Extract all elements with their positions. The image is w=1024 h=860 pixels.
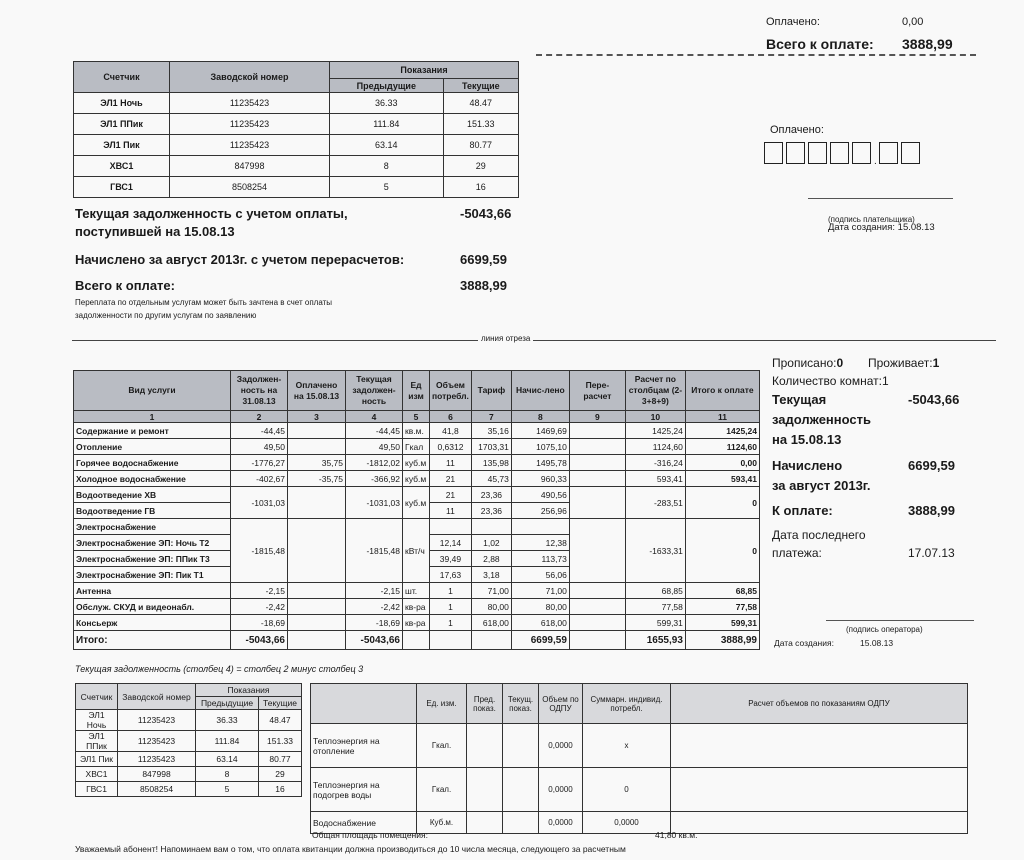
total-row: Итого: -5043,66 -5043,66 6699,59 1655,93 3888,99 [74,631,760,650]
table-row: Водоснабжение Куб.м. 0,0000 0,0000 [311,812,968,834]
paid-label-2: Оплачено: [770,124,824,136]
rp-created-label: Дата создания: [774,638,834,648]
living-info: Проживает:1 [868,356,940,370]
payer-sign-label: (подпись плательщика) [828,215,915,224]
total-due-label: Всего к оплате: [766,36,874,52]
col-serial: Заводской номер [170,62,330,93]
registered-info: Прописано:0 [772,356,844,370]
overpay-note-2: задолженности по другим услугам по заявлению [75,311,257,320]
table-row: Консьерж -18,69 -18,69 кв-ра 1 618,00 618,00 599,31 599,31 [74,615,760,631]
table-row: ЭЛ1 ППик 11235423 111.84 151.33 [76,731,302,752]
operator-sign-line [826,620,974,621]
col-service: Вид услуги [74,371,231,411]
col-counter: Счетчик [74,62,170,93]
signature-line [808,198,953,199]
table-row: ЭЛ1 ППик 11235423 111.84 151.33 [74,114,519,135]
paid-value: 0,00 [902,16,924,28]
table-row: ЭЛ1 Пик 11235423 63.14 80.77 [76,752,302,767]
table-row: ХВС1 847998 8 29 [74,156,519,177]
table-row: Электроснабжение ЭП: ППик Т3 39,49 2,88 113,73 [74,551,760,567]
services-table: Вид услуги Задолжен-ность на 31.08.13 Оплачено на 15.08.13 Текущая задолжен-ность Ед изм Объем потребл. Тариф Начис-лено Пере-расчет Расчет по столбцам (2-3+8+9) Итого к оплате 1 2 3 4 5 6 7 8 9 10 11 Содержание и ремонт -44,45 -44,45 кв.м. 41,8 35,16 1469,69 1425,24 1425,24 Отопление 49,50 49,50 Гкал 0,6312 1703,31 1075,10 1124,60 1124,60 Горячее водоснабжение -1776,27 35,75 -1812,02 куб.м 11 135,98 1495,78 -316,24 0,00 Холодное водоснабжение -402,67 -35,75 -366,92 куб.м 21 45,73 960,33 593,41 593,41 Водоотведение ХВ -1031,03 -1031,03 куб.м 21 23,36 490,56 -283,51 0 Водоотведение ГВ 11 23,36 256,96 Электроснабжение -1815,48 -1815,48 кВт/ч -1633,31 0 Электроснабжение ЭП: Ночь Т2 12,14 1,02 12,38 Электроснабжение ЭП: ППик Т3 39,49 2,88 113,73 Электроснабжение ЭП: Пик Т1 17,63 3,18 56,06 Антенна -2,15 -2,15 шт. 1 71,00 71,00 68,85 68,85 Обслуж. СКУД и видеонабл. -2,42 -2,42 кв-ра 1 80,00 80,00 77,58 77,58 Консьерж -18,69 -18,69 кв-ра 1 618,00 618,00 599,31 599,31 Итого: -5043,66 -5043,66 6699,59 1655,93 3888,99 [73,370,760,650]
col-readings: Показания [330,62,519,79]
table-row: Водоотведение ГВ 11 23,36 256,96 [74,503,760,519]
bottom-reminder: Уважаемый абонент! Напоминаем вам о том, что оплата квитанции должна производиться до 10 числа месяца, следующего за расчетным [75,844,626,854]
meter-table-top [73,61,519,198]
col-debt-current: Текущая задолжен-ность [346,371,403,411]
table-row: Теплоэнергия на подогрев воды Гкал. 0,0000 0 [311,768,968,812]
table-row: Электроснабжение ЭП: Пик Т1 17,63 3,18 56,06 [74,567,760,583]
col-tariff: Тариф [471,371,511,411]
charged-value: 6699,59 [460,252,507,267]
table-row: Горячее водоснабжение -1776,27 35,75 -1812,02 куб.м 11 135,98 1495,78 -316,24 0,00 [74,455,760,471]
rp-debt-l1: Текущая [772,392,827,407]
odpu-table: Ед. изм. Пред. показ. Текущ. показ. Объем по ОДПУ Суммарн. индивид. потребл. Расчет объемов по показаниям ОДПУ Теплоэнергия на отопление Гкал. 0,0000 х Теплоэнергия на подогрев воды Гкал. 0,0000 0 Водоснабжение Куб.м. 0,0000 0,0000 [310,683,968,834]
col-volume: Объем потребл. [430,371,472,411]
divider [536,54,976,56]
rp-pay-value: 3888,99 [908,503,955,518]
cut-line-label: линия отреза [478,334,533,343]
rp-charged-l1: Начислено [772,458,843,473]
rp-pay-label: К оплате: [772,503,833,518]
paid-label: Оплачено: [766,16,820,28]
rooms-info: Количество комнат:1 [772,374,889,388]
col-recalc: Пере-расчет [569,371,625,411]
table-row: ЭЛ1 Ночь 11235423 36.33 48.47 [74,93,519,114]
table-row: Холодное водоснабжение -402,67 -35,75 -366,92 куб.м 21 45,73 960,33 593,41 593,41 [74,471,760,487]
col-unit: Ед изм [403,371,430,411]
debt-footnote: Текущая задолженность (столбец 4) = столбец 2 минус столбец 3 [75,664,364,674]
rp-debt-l3: на 15.08.13 [772,432,842,447]
operator-sign-label: (подпись оператора) [846,625,923,634]
col-paid: Оплачено на 15.08.13 [288,371,346,411]
table-row: ГВС1 8508254 5 16 [76,782,302,797]
table-row: ГВС1 8508254 5 16 [74,177,519,198]
paid-boxes[interactable]: . [764,142,923,169]
table-row: Теплоэнергия на отопление Гкал. 0,0000 х [311,724,968,768]
table-row: Содержание и ремонт -44,45 -44,45 кв.м. 41,8 35,16 1469,69 1425,24 1425,24 [74,423,760,439]
cut-line [72,340,996,341]
col-calc: Расчет по столбцам (2-3+8+9) [625,371,685,411]
area-value: 41,80 кв.м. [655,830,698,840]
rp-debt-l2: задолженность [772,412,871,427]
col-debt-start: Задолжен-ность на 31.08.13 [231,371,288,411]
charged-label: Начислено за август 2013г. с учетом перерасчетов: [75,252,405,267]
table-row: Электроснабжение ЭП: Ночь Т2 12,14 1,02 12,38 [74,535,760,551]
meter-table-bottom: Счетчик Заводской номер Показания Предыдущие Текущие ЭЛ1 Ночь 11235423 36.33 48.47 ЭЛ1 ППик 11235423 111.84 151.33 ЭЛ1 Пик 11235423 63.14 80.77 ХВС1 847998 8 29 ГВС1 8508254 5 16 [75,683,302,797]
rp-last-l2: платежа: [772,546,822,560]
created-date: Дата создания: 15.08.13 [828,222,935,233]
col-prev: Предыдущие [330,79,444,93]
table-row: Водоотведение ХВ -1031,03 -1031,03 куб.м 21 23,36 490,56 -283,51 0 [74,487,760,503]
table-row: ЭЛ1 Пик 11235423 63.14 80.77 [74,135,519,156]
col-total: Итого к оплате [685,371,759,411]
table-row: Отопление 49,50 49,50 Гкал 0,6312 1703,31 1075,10 1124,60 1124,60 [74,439,760,455]
rp-last-l1: Дата последнего [772,528,866,542]
summary-total-label: Всего к оплате: [75,278,175,293]
summary-total-value: 3888,99 [460,278,507,293]
area-label: Общая площадь помещения: [312,830,428,840]
table-row: Электроснабжение -1815,48 -1815,48 кВт/ч -1633,31 0 [74,519,760,535]
rp-last-value: 17.07.13 [908,546,955,560]
table-row: ХВС1 847998 8 29 [76,767,302,782]
rp-charged-l2: за август 2013г. [772,478,871,493]
rp-created-value: 15.08.13 [860,638,894,648]
col-charged: Начис-лено [511,371,569,411]
col-curr: Текущие [443,79,518,93]
table-row: Обслуж. СКУД и видеонабл. -2,42 -2,42 кв-ра 1 80,00 80,00 77,58 77,58 [74,599,760,615]
debt-label-2: поступившей на 15.08.13 [75,224,235,239]
debt-value: -5043,66 [460,206,512,221]
rp-debt-value: -5043,66 [908,392,960,407]
overpay-note-1: Переплата по отдельным услугам может быть зачтена в счет оплаты [75,298,333,307]
table-row: Антенна -2,15 -2,15 шт. 1 71,00 71,00 68,85 68,85 [74,583,760,599]
total-due-value: 3888,99 [902,36,953,52]
rp-charged-value: 6699,59 [908,458,955,473]
debt-label-1: Текущая задолженность с учетом оплаты, [75,206,348,221]
table-row: ЭЛ1 Ночь 11235423 36.33 48.47 [76,710,302,731]
